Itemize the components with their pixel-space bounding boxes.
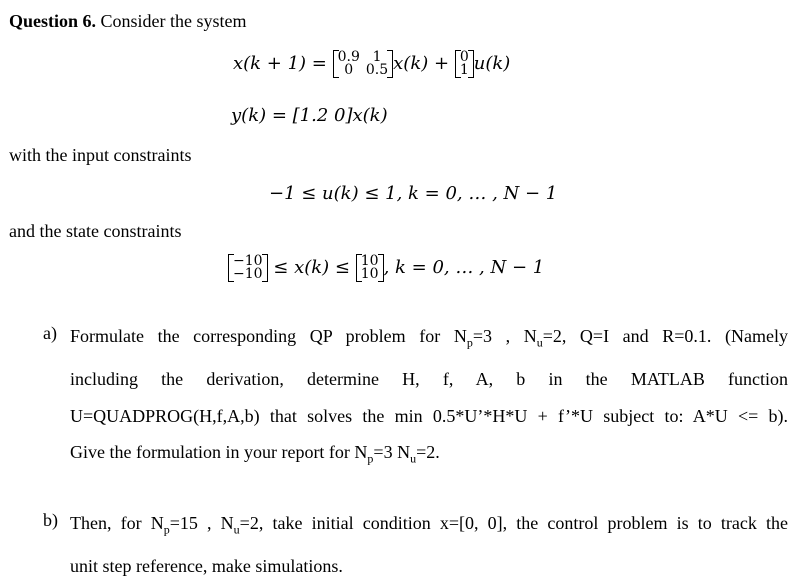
matrix-a-entry: 0.9	[337, 49, 360, 65]
state-upper-bound-row	[358, 268, 382, 281]
part-b-text	[70, 505, 788, 585]
part-a-line-2: including the derivation, determine H, f, A, b in the MATLAB function	[70, 369, 788, 390]
input-constraints-text: with the input constraints	[9, 145, 192, 165]
matrix-a-entry: 0	[344, 62, 354, 78]
state-lower-bound-entry: −10	[233, 266, 263, 282]
state-constraints-text: and the state constraints	[9, 221, 182, 241]
part-b-label: b)	[43, 510, 58, 530]
state-upper-bound-entry: 10	[360, 253, 379, 269]
part-a-text	[70, 318, 788, 477]
state-lower-bound-row	[230, 268, 266, 281]
part-a-line-1: Formulate the corresponding QP problem for $N_p=3$ , $N_u=2$, Q=I and R=0.1. (Namely	[70, 326, 788, 350]
state-term: x(k) +	[393, 53, 450, 74]
input-term: u(k)	[473, 53, 511, 74]
state-upper-bound	[358, 255, 382, 281]
matrix-a	[335, 51, 392, 77]
matrix-b-entry: 1	[459, 62, 469, 78]
part-a-line-3: U=QUADPROG(H,f,A,b) that solves the min 0.5*U’*H*U + f’*U subject to: A*U <= b).	[70, 405, 788, 426]
state-lower-bound	[230, 255, 266, 281]
part-b-line-2: unit step reference, make simulations.	[70, 556, 343, 577]
matrix-a-row	[335, 64, 392, 77]
state-upper-bound-entry: 10	[360, 266, 379, 282]
input-constraint: −1 ≤ u(k) ≤ 1, k = 0, … , N − 1	[269, 183, 558, 204]
question-title	[9, 11, 247, 32]
part-a-label: a)	[43, 323, 57, 343]
state-constraint	[228, 255, 544, 281]
state-constraint-tail: , k = 0, … , N − 1	[383, 257, 545, 278]
state-constraint-middle: ≤ x(k) ≤	[273, 257, 350, 278]
state-equation-lhs: x(k + 1) =	[233, 53, 327, 74]
output-equation: y(k) = [1.2 0]x(k)	[231, 105, 388, 126]
matrix-a-entry: 0.5	[365, 62, 389, 78]
part-a-line-4: Give the formulation in your report for $N_p=3$ $N_u=2$.	[70, 442, 440, 466]
state-lower-bound-entry: −10	[233, 253, 263, 269]
state-equation	[233, 51, 510, 77]
question-number: Question 6.	[9, 11, 97, 31]
matrix-b-row	[457, 64, 472, 77]
part-b-line-1: Then, for $N_p=15$ , $N_u=2$, take initial condition x=[0, 0], the control problem is to track the	[70, 513, 788, 537]
question-intro: Consider the system	[96, 11, 247, 31]
matrix-b-entry: 0	[459, 49, 469, 65]
matrix-a-entry: 1	[372, 49, 382, 65]
matrix-b	[457, 51, 472, 77]
